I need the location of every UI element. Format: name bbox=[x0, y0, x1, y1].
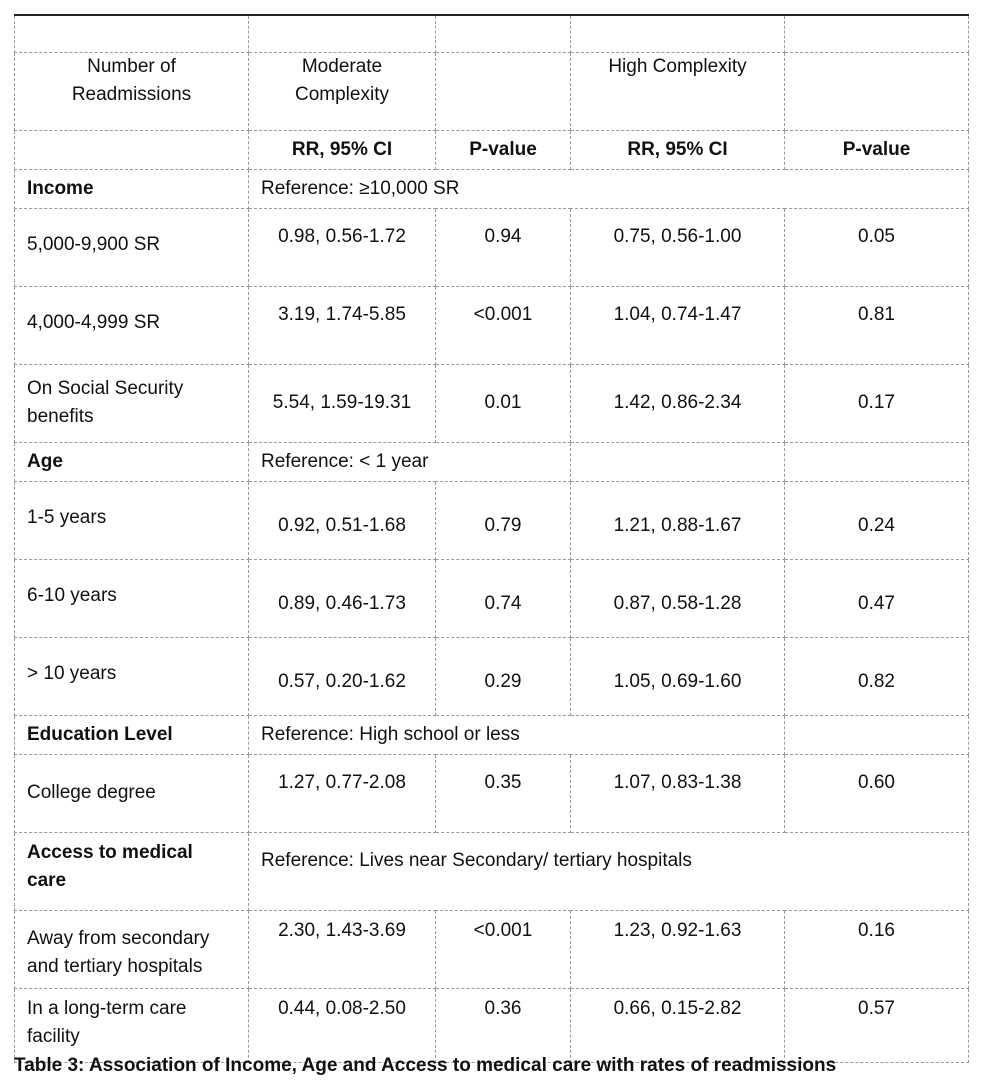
row-label: 4,000-4,999 SR bbox=[15, 286, 249, 364]
high-p-cell: 0.24 bbox=[785, 481, 969, 559]
section-label-age: Age bbox=[15, 442, 249, 481]
mod-rr-cell: 3.19, 1.74-5.85 bbox=[249, 286, 436, 364]
row-label: In a long-term care facility bbox=[15, 988, 249, 1062]
high-rr-cell: 0.87, 0.58-1.28 bbox=[571, 559, 785, 637]
section-label-access: Access to medical care bbox=[15, 832, 249, 910]
subheader-moderate-p: P-value bbox=[436, 130, 571, 169]
mod-p-cell: 0.74 bbox=[436, 559, 571, 637]
high-rr-cell: 1.07, 0.83-1.38 bbox=[571, 754, 785, 832]
mod-rr-cell: 5.54, 1.59-19.31 bbox=[249, 364, 436, 442]
table-row bbox=[15, 754, 969, 832]
high-p-cell: 0.17 bbox=[785, 364, 969, 442]
table-row bbox=[15, 637, 969, 715]
mod-p-cell: 0.94 bbox=[436, 208, 571, 286]
row-label: College degree bbox=[15, 754, 249, 832]
row-label: 6-10 years bbox=[15, 559, 249, 637]
reference-education: Reference: High school or less bbox=[249, 715, 785, 754]
high-p-cell: 0.16 bbox=[785, 910, 969, 988]
high-rr-cell: 1.42, 0.86-2.34 bbox=[571, 364, 785, 442]
row-label: 5,000-9,900 SR bbox=[15, 208, 249, 286]
mod-p-cell: <0.001 bbox=[436, 286, 571, 364]
header-number-of-readmissions: Number of Readmissions bbox=[15, 52, 249, 130]
reference-access: Reference: Lives near Secondary/ tertiary hospitals bbox=[249, 832, 969, 910]
row-label: On Social Security benefits bbox=[15, 364, 249, 442]
row-label: 1-5 years bbox=[15, 481, 249, 559]
section-row-income bbox=[15, 169, 969, 208]
mod-rr-cell: 0.57, 0.20-1.62 bbox=[249, 637, 436, 715]
high-p-cell: 0.81 bbox=[785, 286, 969, 364]
table-row bbox=[15, 910, 969, 988]
row-label: Away from secondary and tertiary hospitals bbox=[15, 910, 249, 988]
mod-rr-cell: 2.30, 1.43-3.69 bbox=[249, 910, 436, 988]
table-row bbox=[15, 208, 969, 286]
header-moderate-complexity: Moderate Complexity bbox=[249, 52, 436, 130]
table-row bbox=[15, 286, 969, 364]
section-row-access bbox=[15, 832, 969, 910]
table-row bbox=[15, 481, 969, 559]
table-header-row bbox=[15, 52, 969, 130]
mod-p-cell: 0.79 bbox=[436, 481, 571, 559]
high-rr-cell: 1.05, 0.69-1.60 bbox=[571, 637, 785, 715]
readmissions-table bbox=[14, 14, 969, 1063]
mod-p-cell: 0.29 bbox=[436, 637, 571, 715]
high-rr-cell: 0.66, 0.15-2.82 bbox=[571, 988, 785, 1062]
mod-rr-cell: 1.27, 0.77-2.08 bbox=[249, 754, 436, 832]
table-subheader-row bbox=[15, 130, 969, 169]
high-rr-cell: 1.23, 0.92-1.63 bbox=[571, 910, 785, 988]
high-rr-cell: 1.21, 0.88-1.67 bbox=[571, 481, 785, 559]
reference-income: Reference: ≥10,000 SR bbox=[249, 169, 969, 208]
mod-p-cell: 0.01 bbox=[436, 364, 571, 442]
section-label-income: Income bbox=[15, 169, 249, 208]
subheader-high-p: P-value bbox=[785, 130, 969, 169]
high-p-cell: 0.60 bbox=[785, 754, 969, 832]
section-label-education: Education Level bbox=[15, 715, 249, 754]
table-row bbox=[15, 988, 969, 1062]
mod-p-cell: 0.36 bbox=[436, 988, 571, 1062]
table-caption: Table 3: Association of Income, Age and Access to medical care with rates of readmissions bbox=[14, 1055, 837, 1076]
high-rr-cell: 1.04, 0.74-1.47 bbox=[571, 286, 785, 364]
mod-p-cell: <0.001 bbox=[436, 910, 571, 988]
table-row bbox=[15, 364, 969, 442]
table-row bbox=[15, 559, 969, 637]
mod-rr-cell: 0.44, 0.08-2.50 bbox=[249, 988, 436, 1062]
section-row-age bbox=[15, 442, 969, 481]
header-high-complexity: High Complexity bbox=[571, 52, 785, 130]
mod-rr-cell: 0.98, 0.56-1.72 bbox=[249, 208, 436, 286]
subheader-moderate-rr: RR, 95% CI bbox=[249, 130, 436, 169]
high-p-cell: 0.05 bbox=[785, 208, 969, 286]
row-label: > 10 years bbox=[15, 637, 249, 715]
mod-p-cell: 0.35 bbox=[436, 754, 571, 832]
high-p-cell: 0.57 bbox=[785, 988, 969, 1062]
table-spacer-row bbox=[15, 15, 969, 52]
subheader-high-rr: RR, 95% CI bbox=[571, 130, 785, 169]
high-p-cell: 0.47 bbox=[785, 559, 969, 637]
mod-rr-cell: 0.92, 0.51-1.68 bbox=[249, 481, 436, 559]
reference-age: Reference: < 1 year bbox=[249, 442, 571, 481]
section-row-education bbox=[15, 715, 969, 754]
high-rr-cell: 0.75, 0.56-1.00 bbox=[571, 208, 785, 286]
high-p-cell: 0.82 bbox=[785, 637, 969, 715]
mod-rr-cell: 0.89, 0.46-1.73 bbox=[249, 559, 436, 637]
